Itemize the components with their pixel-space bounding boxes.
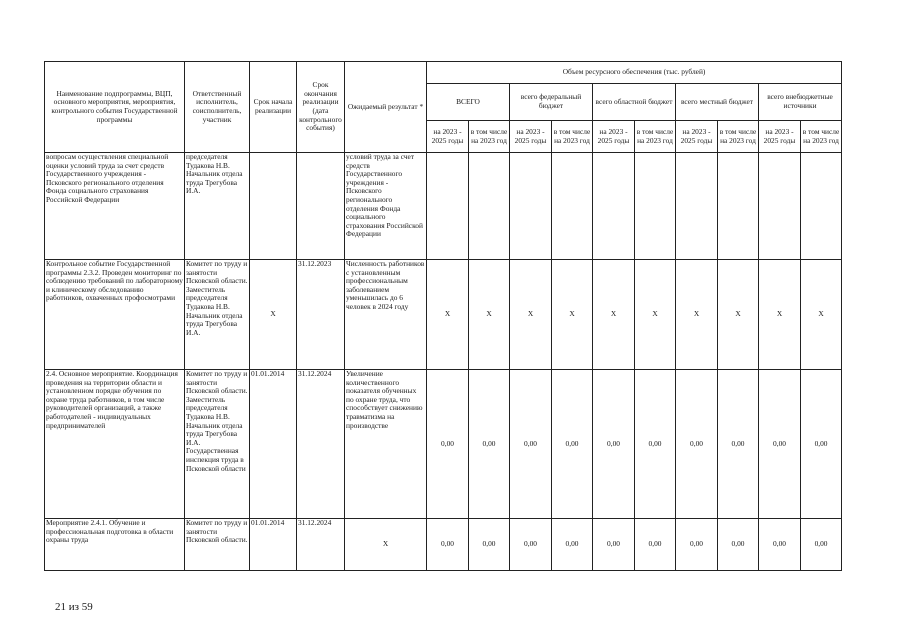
value-cell xyxy=(469,153,510,260)
row-end xyxy=(297,153,345,260)
col-header-name: Наименование подпрограммы, ВЦП, основного мероприятия, мероприятия, контрольного события Государственной программы xyxy=(45,62,185,153)
value-cell: 0,00 xyxy=(469,370,510,519)
value-cell: 0,00 xyxy=(635,519,676,571)
value-cell: 0,00 xyxy=(676,370,718,519)
row-executor: Комитет по труду и занятости Псковской области. Заместитель председателя Тудакова Н.В. Начальник отдела труда Трегубова И.А. Государственная инспекция труда в Псковской области xyxy=(185,370,250,519)
subheader-year: в том числе на 2023 год xyxy=(718,121,759,153)
group-header-total: ВСЕГО xyxy=(427,84,510,121)
value-cell: X xyxy=(718,260,759,370)
funding-header: Объем ресурсного обеспечения (тыс. рублей) xyxy=(427,62,842,84)
subheader-year: в том числе на 2023 год xyxy=(552,121,593,153)
row-name: вопросам осуществления специальной оценки условий труда за счет средств Государственного учреждения - Псковского регионального отделения Фонда социального страхования Российской Федерации xyxy=(45,153,185,260)
row-result: Численность работников с установленным профессиональным заболеванием уменьшилась до 6 человек в 2024 году xyxy=(345,260,427,370)
row-name: Контрольное событие Государственной программы 2.3.2. Проведен мониторинг по соблюдению требований по лабораторному и клиническому обследованию работников, охваченных профосмотрами xyxy=(45,260,185,370)
value-cell: 0,00 xyxy=(427,519,469,571)
row-result: условий труда за счет средств Государственного учреждения - Псковского регионального отделения Фонда социального страхования Российской Федерации xyxy=(345,153,427,260)
resource-table xyxy=(44,61,842,571)
table-row xyxy=(45,260,842,370)
col-header-start: Срок начала реализации xyxy=(250,62,297,153)
subheader-year: в том числе на 2023 год xyxy=(801,121,842,153)
value-cell xyxy=(759,153,801,260)
table-row xyxy=(45,153,842,260)
value-cell: 0,00 xyxy=(593,519,635,571)
value-cell xyxy=(510,153,552,260)
value-cell: 0,00 xyxy=(759,370,801,519)
value-cell: 0,00 xyxy=(469,519,510,571)
row-end: 31.12.2024 xyxy=(297,519,345,571)
value-cell xyxy=(635,153,676,260)
value-cell: 0,00 xyxy=(593,370,635,519)
row-executor: председателя Тудакова Н.В. Начальник отдела труда Трегубова И.А. xyxy=(185,153,250,260)
row-start: X xyxy=(250,260,297,370)
value-cell: X xyxy=(510,260,552,370)
value-cell: X xyxy=(427,260,469,370)
value-cell: 0,00 xyxy=(718,519,759,571)
value-cell: 0,00 xyxy=(676,519,718,571)
value-cell: 0,00 xyxy=(635,370,676,519)
col-header-end: Срок окончания реализации (дата контрольного события) xyxy=(297,62,345,153)
subheader-period: на 2023 - 2025 годы xyxy=(593,121,635,153)
value-cell: X xyxy=(676,260,718,370)
subheader-period: на 2023 - 2025 годы xyxy=(759,121,801,153)
row-name: Мероприятие 2.4.1. Обучение и профессиональная подготовка в области охраны труда xyxy=(45,519,185,571)
row-start: 01.01.2014 xyxy=(250,370,297,519)
row-start: 01.01.2014 xyxy=(250,519,297,571)
subheader-period: на 2023 - 2025 годы xyxy=(510,121,552,153)
value-cell xyxy=(718,153,759,260)
subheader-year: в том числе на 2023 год xyxy=(469,121,510,153)
value-cell xyxy=(427,153,469,260)
value-cell: 0,00 xyxy=(510,370,552,519)
value-cell: 0,00 xyxy=(552,519,593,571)
col-header-executor: Ответственный исполнитель, соисполнитель, участник xyxy=(185,62,250,153)
page-number: 21 из 59 xyxy=(55,601,93,613)
value-cell: X xyxy=(759,260,801,370)
value-cell: 0,00 xyxy=(510,519,552,571)
subheader-period: на 2023 - 2025 годы xyxy=(427,121,469,153)
table-row xyxy=(45,370,842,519)
row-executor: Комитет по труду и занятости Псковской области. xyxy=(185,519,250,571)
row-end: 31.12.2023 xyxy=(297,260,345,370)
value-cell: X xyxy=(593,260,635,370)
row-end: 31.12.2024 xyxy=(297,370,345,519)
value-cell: X xyxy=(635,260,676,370)
col-header-result: Ожидаемый результат * xyxy=(345,62,427,153)
row-name: 2.4. Основное мероприятие. Координация проведения на территории области и установленном порядке обучения по охране труда работников, в том числе руководителей организаций, а также работодателей - индивидуальных предпринимателей xyxy=(45,370,185,519)
row-result: Увеличение количественного показателя обученных по охране труда, что способствует снижению травматизма на производстве xyxy=(345,370,427,519)
value-cell: 0,00 xyxy=(801,370,842,519)
row-executor: Комитет по труду и занятости Псковской области. Заместитель председателя Тудакова Н.В. Начальник отдела труда Трегубова И.А. xyxy=(185,260,250,370)
value-cell: 0,00 xyxy=(427,370,469,519)
value-cell xyxy=(593,153,635,260)
value-cell: 0,00 xyxy=(801,519,842,571)
value-cell: 0,00 xyxy=(718,370,759,519)
group-header-regional: всего областной бюджет xyxy=(593,84,676,121)
value-cell: 0,00 xyxy=(552,370,593,519)
value-cell: X xyxy=(552,260,593,370)
value-cell: 0,00 xyxy=(759,519,801,571)
value-cell xyxy=(552,153,593,260)
subheader-period: на 2023 - 2025 годы xyxy=(676,121,718,153)
subheader-year: в том числе на 2023 год xyxy=(635,121,676,153)
value-cell: X xyxy=(801,260,842,370)
table-row xyxy=(45,519,842,571)
value-cell xyxy=(676,153,718,260)
value-cell: X xyxy=(469,260,510,370)
group-header-local: всего местный бюджет xyxy=(676,84,759,121)
group-header-federal: всего федеральный бюджет xyxy=(510,84,593,121)
group-header-extrabudget: всего внебюджетные источники xyxy=(759,84,842,121)
row-start xyxy=(250,153,297,260)
value-cell xyxy=(801,153,842,260)
row-result: X xyxy=(345,519,427,571)
